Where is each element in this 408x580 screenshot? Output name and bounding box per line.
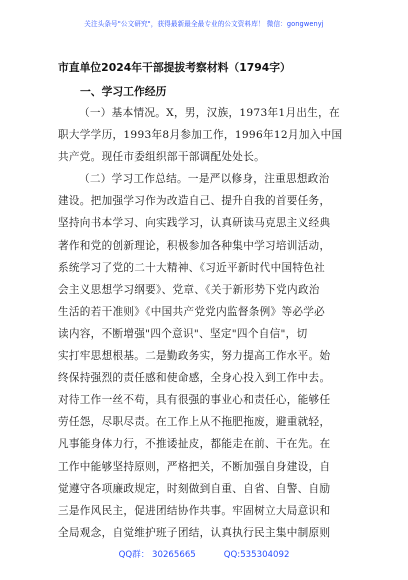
paragraph-line: 职大学学历，1993年8月参加工作，1996年12月加入中国: [58, 129, 343, 142]
qq-group-number: QQ群： 30265665: [118, 550, 196, 560]
paragraph-line: （一）基本情况。X，男，汉族，1973年1月出生，在: [79, 107, 340, 119]
paragraph-line: 读内容，不断增强"四个意识"、坚定"四个自信"，切: [58, 327, 308, 340]
document-title: 市直单位2024年干部提拔考察材料（1794字）: [58, 61, 291, 74]
paragraph-line: 系统学习了党的二十大精神、《习近平新时代中国特色社: [58, 261, 326, 274]
header-banner: 关注头条号"公文研究"，获得最新最全最专业的公文资料库！ 微信：gongwenyj: [84, 20, 324, 28]
paragraph-line: 著作和党的创新理论，积极参加各种集中学习培训活动，: [58, 239, 331, 252]
paragraph-line: 凡事能身体力行，不推诿扯皮，都能走在前、干在先。在: [58, 438, 331, 451]
paragraph-line: 共产党。现任市委组织部干部调配处处长。: [58, 151, 265, 164]
paragraph-line: 坚持向书本学习、向实践学习，认真研读马克思主义经典: [58, 217, 331, 230]
footer-contact: [0, 548, 408, 560]
paragraph-line: 生活的若干准则》《中国共产党党内监督条例》等必学必: [58, 305, 326, 318]
section-heading: 一、学习工作经历: [80, 85, 167, 98]
paragraph-line: 全局观念，自觉维护班子团结，认真执行民主集中制原则: [58, 526, 331, 539]
paragraph-line: （二）学习工作总结。一是严以修身，注重思想政治: [79, 173, 330, 186]
paragraph-line: 觉遵守各项廉政规定，时刻做到自重、自省、自警、自励: [58, 482, 331, 495]
paragraph-line: 三是作风民主，促进团结协作共事。牢固树立大局意识和: [58, 504, 331, 517]
paragraph-line: 建设。把加强学习作为改造自己、提升自我的首要任务，: [58, 195, 331, 208]
paragraph-line: 会主义思想学习纲要》、党章、《关于新形势下党内政治: [58, 283, 320, 296]
paragraph-line: 工作中能够坚持原则，严格把关，不断加强自身建设，自: [58, 460, 331, 473]
body-text: [58, 102, 358, 544]
paragraph-line: 实打牢思想根基。二是勤政务实，努力提高工作水平。始: [58, 350, 331, 363]
paragraph-line: 终保持强烈的责任感和使命感，全身心投入到工作中去。: [58, 372, 331, 385]
paragraph-line: 对待工作一丝不苟，具有很强的事业心和责任心，能够任: [58, 394, 331, 407]
qq-number: QQ:535304092: [223, 550, 290, 560]
paragraph-line: 劳任怨，尽职尽责。在工作上从不拖肥拖废，避重就轻，: [58, 416, 331, 429]
